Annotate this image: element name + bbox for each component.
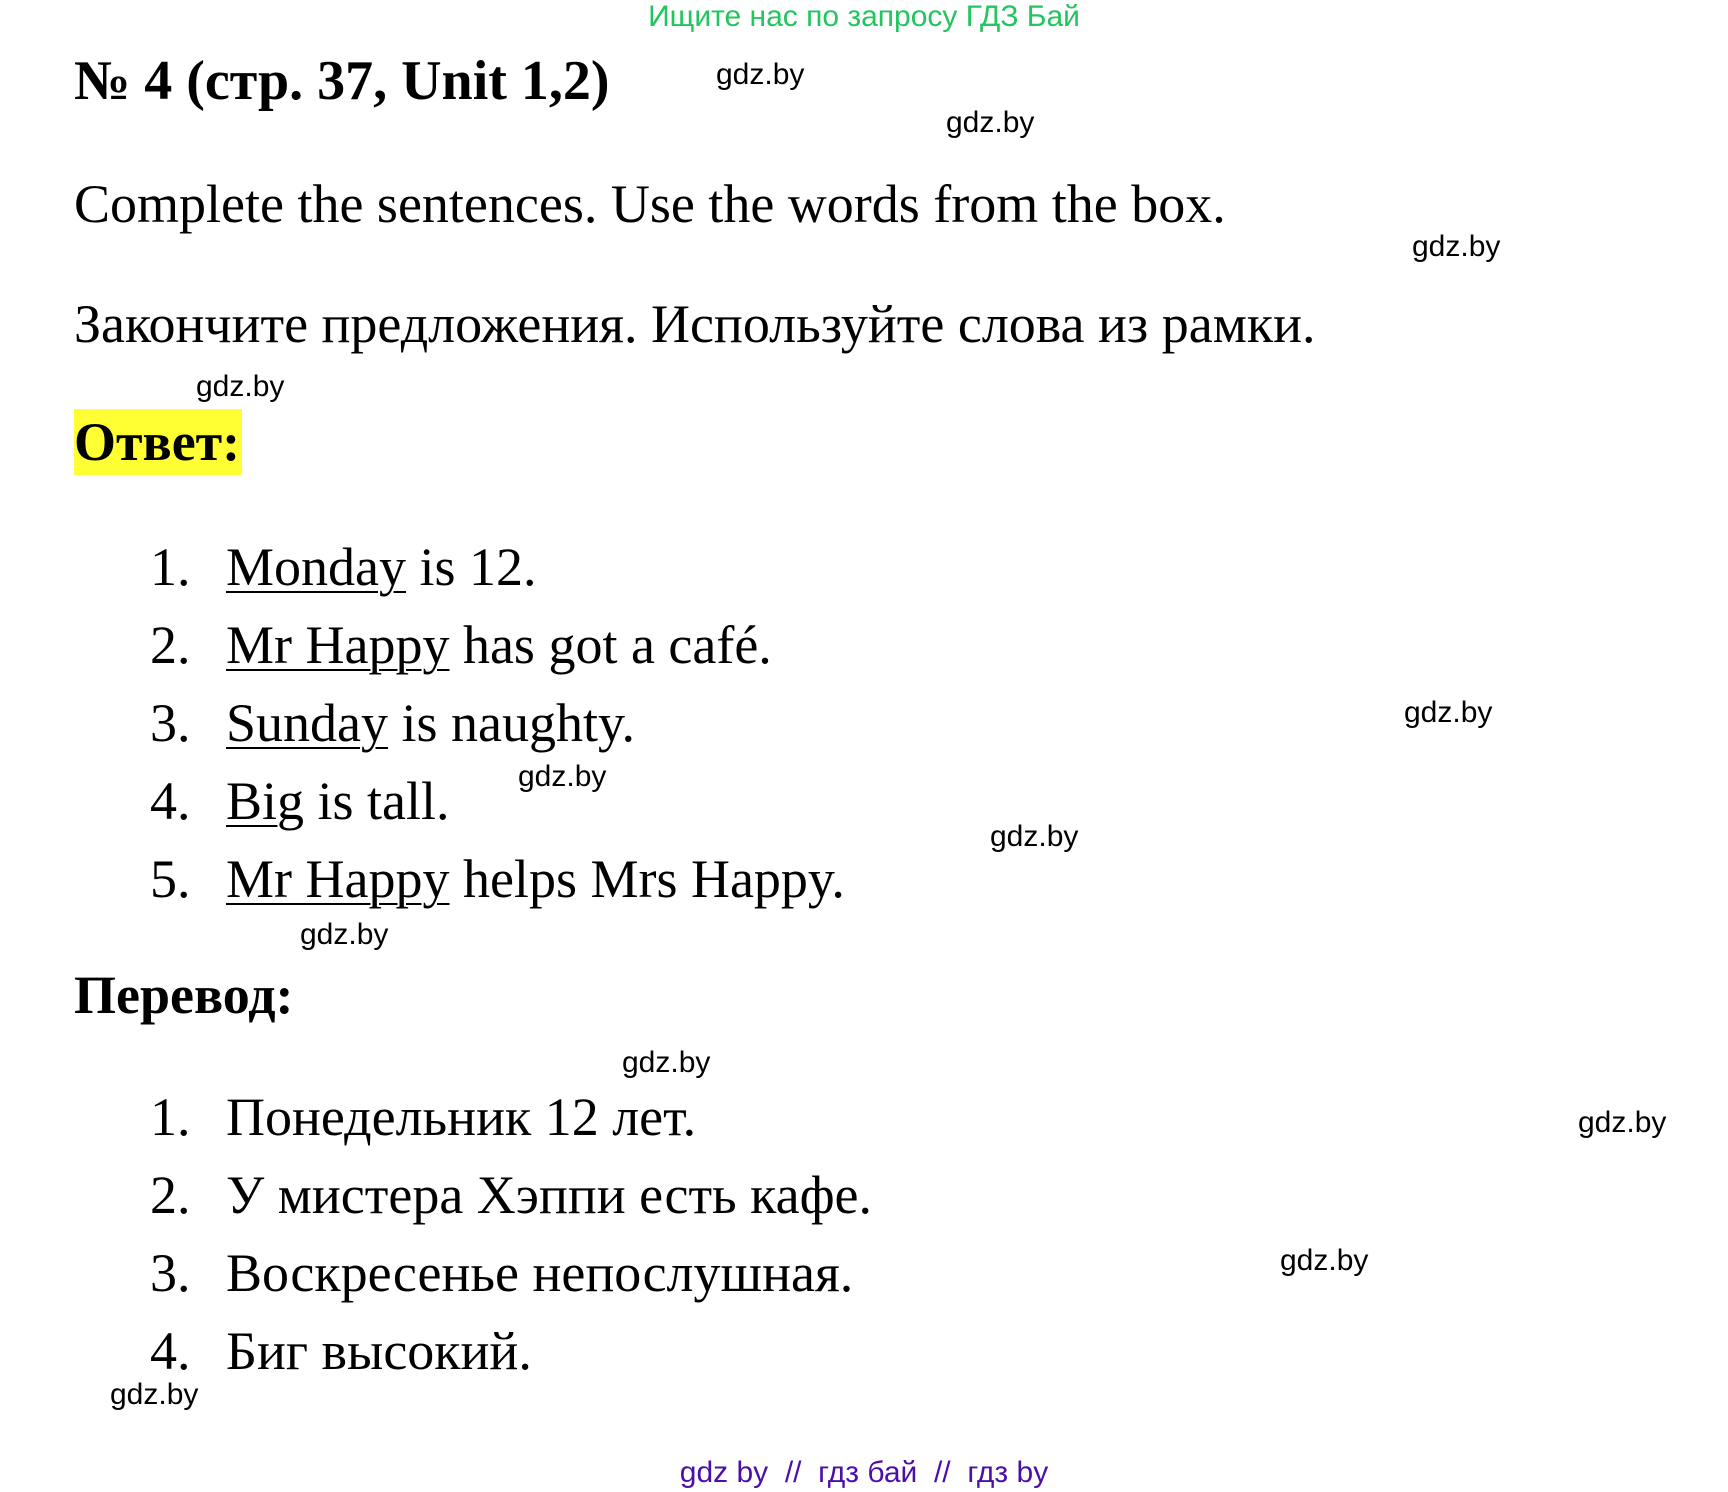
watermark: gdz.by: [1280, 1244, 1369, 1277]
item-text: Воскресенье непослушная.: [226, 1243, 854, 1303]
watermark: gdz.by: [1578, 1106, 1667, 1139]
item-number: 1.: [150, 537, 191, 597]
item-rest: is tall.: [304, 771, 450, 831]
item-number: 3.: [150, 1243, 191, 1303]
item-number: 3.: [150, 693, 191, 753]
item-text: Биг высокий.: [226, 1321, 532, 1381]
item-text: [226, 612, 772, 678]
item-number: 5.: [150, 849, 191, 909]
item-text: [226, 846, 845, 912]
answer-word: Monday: [226, 537, 406, 597]
item-text: [226, 534, 537, 600]
watermark: gdz.by: [110, 1378, 199, 1411]
watermark: gdz.by: [518, 760, 607, 793]
watermark: gdz.by: [716, 58, 805, 91]
watermark: gdz.by: [622, 1046, 711, 1079]
answer-word: Mr Happy: [226, 615, 450, 675]
item-text: У мистера Хэппи есть кафе.: [226, 1165, 873, 1225]
item-rest: is 12.: [405, 537, 537, 597]
item-number: 2.: [150, 1165, 191, 1225]
instruction-russian: Закончите предложения. Используйте слова из рамки.: [74, 294, 1316, 354]
item-rest: has got a café.: [449, 615, 772, 675]
watermark: gdz.by: [990, 820, 1079, 853]
watermark: gdz.by: [300, 918, 389, 951]
top-banner: Ищите нас по запросу ГДЗ Бай: [648, 0, 1080, 33]
item-rest: is naughty.: [388, 693, 635, 753]
item-number: 4.: [150, 1321, 191, 1381]
item-rest: helps Mrs Happy.: [449, 849, 845, 909]
item-text: [226, 768, 450, 834]
item-number: 4.: [150, 771, 191, 831]
answer-word: Mr Happy: [226, 849, 450, 909]
footer-links: gdz by // гдз бай // гдз by: [679, 1456, 1049, 1489]
answer-word: Sunday: [226, 693, 388, 753]
exercise-title: № 4 (стр. 37, Unit 1,2): [74, 50, 610, 112]
item-number: 1.: [150, 1087, 191, 1147]
answer-word: Big: [226, 771, 305, 831]
answer-label: Ответ:: [74, 409, 242, 475]
item-text: [226, 690, 635, 756]
watermark: gdz.by: [1412, 230, 1501, 263]
translation-label: Перевод:: [74, 965, 294, 1025]
instruction-english: Complete the sentences. Use the words from the box.: [74, 174, 1226, 234]
watermark: gdz.by: [1404, 696, 1493, 729]
item-text: Понедельник 12 лет.: [226, 1087, 697, 1147]
watermark: gdz.by: [946, 106, 1035, 139]
item-number: 2.: [150, 615, 191, 675]
watermark: gdz.by: [196, 370, 285, 403]
